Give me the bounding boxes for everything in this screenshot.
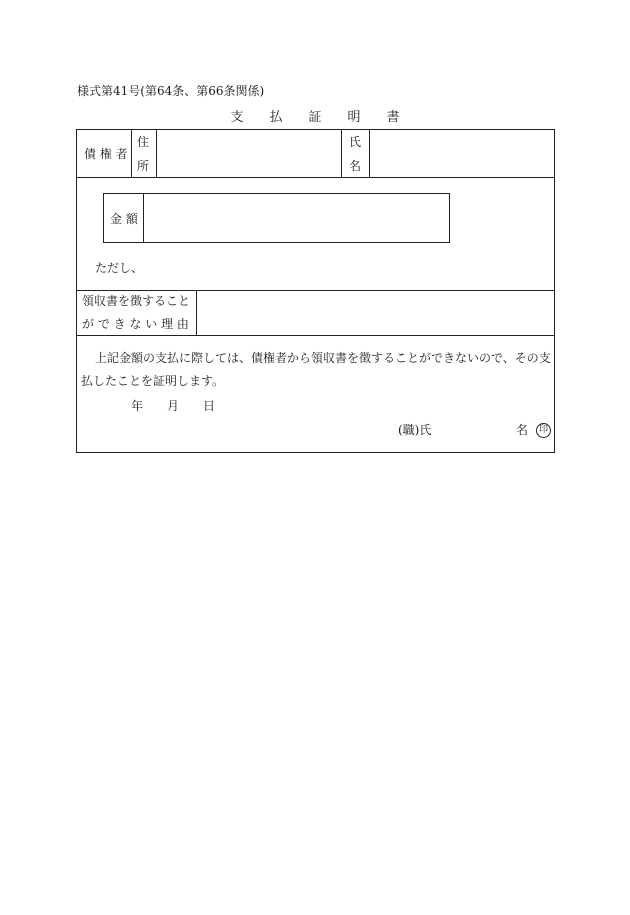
amount-field[interactable] (144, 194, 449, 242)
name-label: 氏 (349, 135, 362, 149)
column-divider (341, 129, 342, 177)
name-field[interactable] (370, 130, 554, 176)
signature-title: (職)氏 (398, 423, 432, 437)
title-char: 書 (386, 110, 400, 125)
creditor-label: 債 権 者 (84, 147, 128, 161)
signature-field[interactable] (436, 419, 512, 439)
title-char: 支 (230, 110, 244, 125)
amount-label: 金 額 (110, 212, 138, 226)
reason-label: 領収書を徴すること (82, 294, 191, 308)
title-char: 払 (269, 110, 283, 125)
address-field[interactable] (157, 130, 340, 176)
date-day-label: 日 (203, 399, 216, 413)
title-char: 証 (308, 110, 322, 125)
title-char: 明 (347, 110, 361, 125)
proviso-text: ただし、 (95, 261, 144, 275)
date-year-label: 年 (131, 399, 144, 413)
statement-line: 払したことを証明します。 (81, 374, 225, 388)
document-title (0, 106, 630, 125)
statement-line: 上記金額の支払に際しては、債権者から領収書を徴することができないので、その支 (95, 351, 551, 365)
proviso-field[interactable] (145, 255, 545, 281)
date-month-label: 月 (167, 399, 180, 413)
reason-label: が で き な い 理 由 (82, 317, 189, 331)
reason-field[interactable] (197, 291, 554, 334)
address-label: 所 (137, 159, 150, 173)
address-label: 住 (137, 135, 150, 149)
row-divider (76, 177, 555, 178)
name-label: 名 (349, 159, 362, 173)
seal-mark: 印 (536, 423, 551, 438)
row-divider (76, 335, 555, 336)
column-divider (131, 129, 132, 177)
form-number: 様式第41号(第64条、第66条関係) (77, 84, 265, 98)
signature-name-suffix: 名 (516, 423, 529, 437)
